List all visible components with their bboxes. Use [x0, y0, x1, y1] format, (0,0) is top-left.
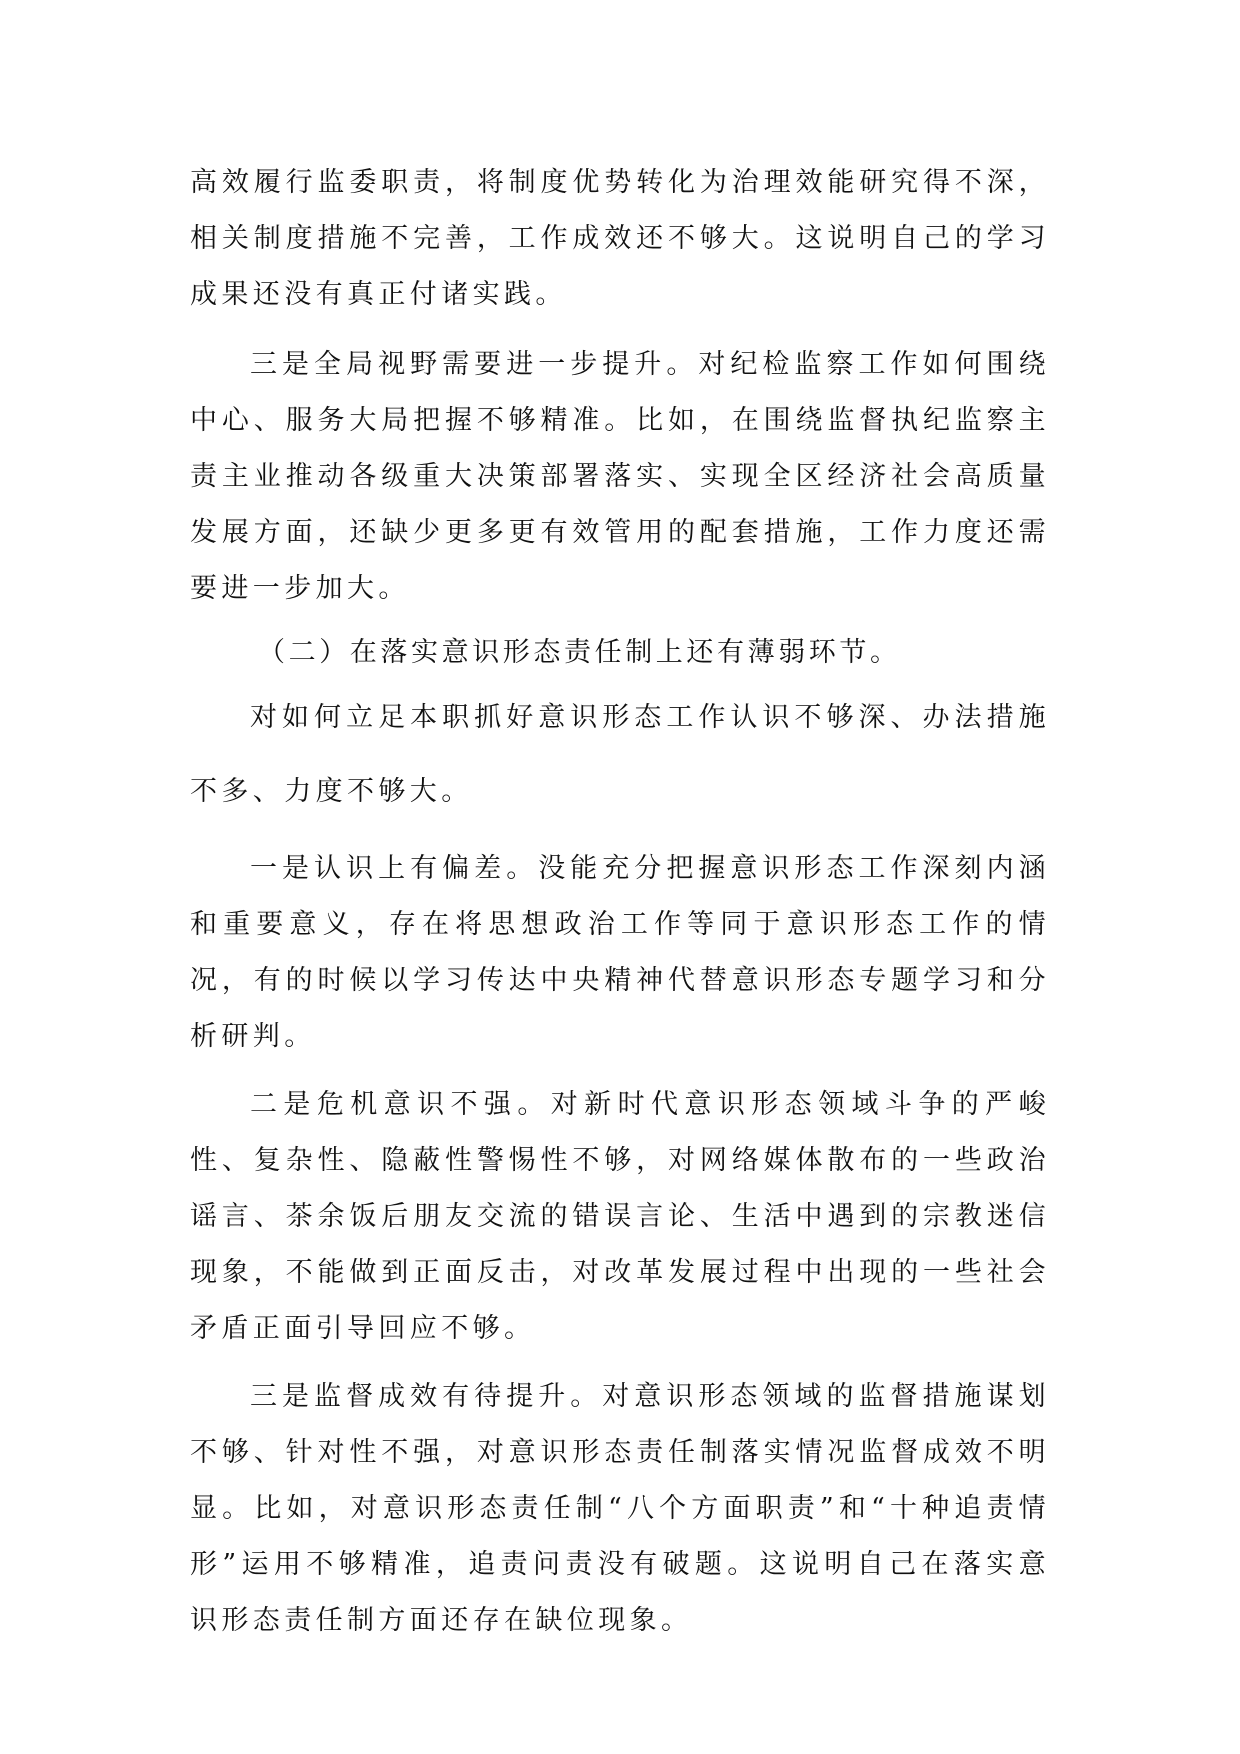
- document-body: [190, 155, 1050, 1649]
- paragraph-crisis-awareness: 二是危机意识不强。对新时代意识形态领域斗争的严峻性、复杂性、隐蔽性警惕性不够，对网络媒体散布的一些政治谣言、茶余饭后朋友交流的错误言论、生活中遇到的宗教迷信现象，不能做到正面反击，对改革发展过程中出现的一些社会矛盾正面引导回应不够。: [190, 1089, 1050, 1344]
- paragraph-ideology-summary: 对如何立足本职抓好意识形态工作认识不够深、办法措施不多、力度不够大。: [190, 702, 1050, 807]
- paragraph-supervision-effectiveness: 三是监督成效有待提升。对意识形态领域的监督措施谋划不够、针对性不强，对意识形态责任制落实情况监督成效不明显。比如，对意识形态责任制“八个方面职责”和“十种追责情形”运用不够精准，追责问责没有破题。这说明自己在落实意识形态责任制方面还存在缺位现象。: [190, 1381, 1050, 1636]
- paragraph-global-vision: 三是全局视野需要进一步提升。对纪检监察工作如何围绕中心、服务大局把握不够精准。比如，在围绕监督执纪监察主责主业推动各级重大决策部署落实、实现全区经济社会高质量发展方面，还缺少更多更有效管用的配套措施，工作力度还需要进一步加大。: [190, 349, 1050, 604]
- section-heading-ideology-responsibility: （二）在落实意识形态责任制上还有薄弱环节。: [258, 637, 901, 668]
- paragraph-cognition-deviation: 一是认识上有偏差。没能充分把握意识形态工作深刻内涵和重要意义，存在将思想政治工作等同于意识形态工作的情况，有的时候以学习传达中央精神代替意识形态专题学习和分析研判。: [190, 853, 1050, 1052]
- paragraph-continuation: 高效履行监委职责，将制度优势转化为治理效能研究得不深，相关制度措施不完善，工作成效还不够大。这说明自己的学习成果还没有真正付诸实践。: [190, 167, 1050, 310]
